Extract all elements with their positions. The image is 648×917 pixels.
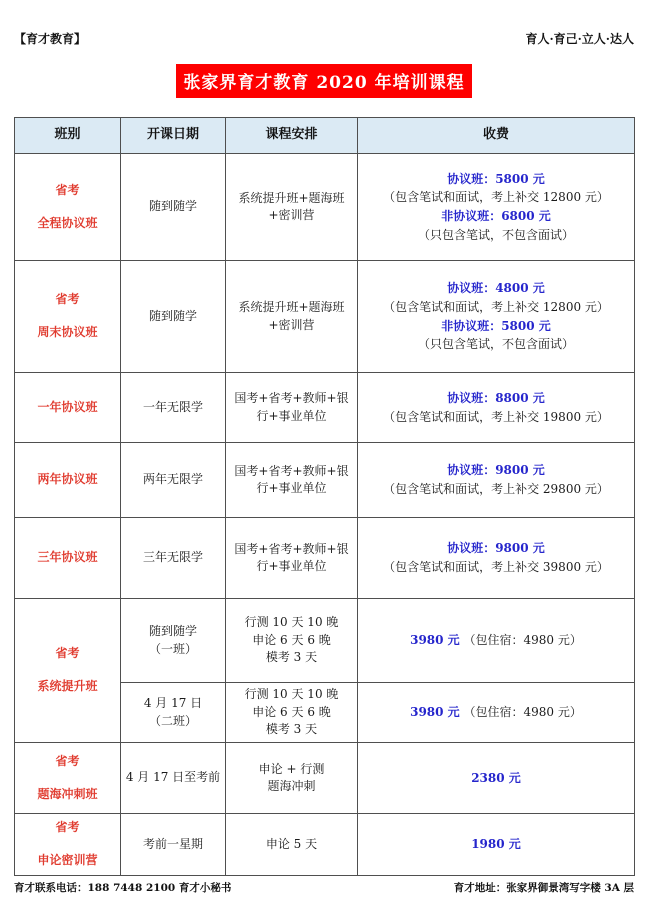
fee-price-line: 2380 元 xyxy=(471,770,521,785)
course-line: 申论 5 天 xyxy=(265,836,318,851)
cell-course xyxy=(226,518,358,599)
cell-date: 随到随学 xyxy=(121,154,226,261)
table-row xyxy=(15,743,635,814)
table-row xyxy=(15,154,635,261)
brand-text: 【育才教育】 xyxy=(14,32,87,46)
class-name-line: 全程协议班 xyxy=(37,215,98,230)
course-line: +密训营 xyxy=(268,317,315,332)
table-row xyxy=(15,443,635,518)
course-line: 国考+省考+教师+银 xyxy=(234,463,349,478)
col-header-course: 课程安排 xyxy=(226,118,358,154)
course-line: 国考+省考+教师+银 xyxy=(234,541,349,556)
cell-date: 随到随学 xyxy=(121,261,226,373)
course-line: 模考 3 天 xyxy=(265,650,318,665)
footer xyxy=(14,880,634,895)
cell-date: 两年无限学 xyxy=(121,443,226,518)
date-line: （二班） xyxy=(148,713,197,728)
class-name-line: 省考 xyxy=(55,753,80,768)
course-line: 申论 6 天 6 晚 xyxy=(252,704,331,719)
table-row xyxy=(15,373,635,443)
fee-note: （包住宿：4980 元） xyxy=(463,632,582,647)
cell-class xyxy=(15,154,121,261)
col-header-class: 班别 xyxy=(15,118,121,154)
fee-note-line: （包含笔试和面试，考上补交 12800 元） xyxy=(383,299,609,314)
cell-date: 4 月 17 日至考前 xyxy=(121,743,226,814)
fee-note-line: （包含笔试和面试，考上补交 19800 元） xyxy=(383,409,609,424)
fee-price-line: 1980 元 xyxy=(471,837,521,852)
fee-price-line: 非协议班：6800 元 xyxy=(441,209,551,223)
footer-contact: 育才联系电话：188 7448 2100 育才小秘书 xyxy=(14,882,232,894)
cell-fee xyxy=(358,743,635,814)
fee-price-line: 非协议班：5800 元 xyxy=(441,318,551,333)
col-header-fee: 收费 xyxy=(358,118,635,154)
date-line: （一班） xyxy=(148,641,197,656)
cell-class xyxy=(15,373,121,443)
cell-date: 三年无限学 xyxy=(121,518,226,599)
course-line: 行+事业单位 xyxy=(256,408,327,423)
class-name-line: 两年协议班 xyxy=(37,472,98,487)
fee-note-line: （只包含笔试，不包含面试） xyxy=(417,227,574,242)
col-header-date: 开课日期 xyxy=(121,118,226,154)
title-row xyxy=(0,64,648,98)
fee-price-line: 协议班：9800 元 xyxy=(447,541,545,556)
cell-course xyxy=(226,261,358,373)
cell-fee xyxy=(358,683,635,743)
course-line: 系统提升班+题海班 xyxy=(238,300,345,315)
footer-address: 育才地址：张家界御景湾写字楼 3A 层 xyxy=(453,882,634,894)
cell-date xyxy=(121,683,226,743)
class-name-line: 题海冲刺班 xyxy=(37,786,98,801)
cell-fee xyxy=(358,373,635,443)
cell-course xyxy=(226,814,358,876)
cell-fee xyxy=(358,518,635,599)
course-line: 题海冲刺 xyxy=(267,779,316,793)
fee-note-line: （包含笔试和面试，考上补交 39800 元） xyxy=(383,560,609,574)
cell-fee xyxy=(358,599,635,683)
fee-price: 3980 元 xyxy=(410,632,460,647)
cell-date: 考前一星期 xyxy=(121,814,226,876)
cell-class xyxy=(15,443,121,518)
fee-price-line: 协议班：9800 元 xyxy=(447,463,545,478)
course-line: 申论 + 行测 xyxy=(258,761,325,776)
fee-note-line: （只包含笔试，不包含面试） xyxy=(417,337,574,352)
cell-fee xyxy=(358,154,635,261)
fee-note: （包住宿：4980 元） xyxy=(463,704,582,719)
class-name-line: 省考 xyxy=(55,292,80,307)
cell-fee xyxy=(358,814,635,876)
class-name-line: 省考 xyxy=(55,182,80,197)
top-bar xyxy=(0,0,648,47)
cell-course xyxy=(226,743,358,814)
cell-course xyxy=(226,443,358,518)
course-line: 模考 3 天 xyxy=(265,722,318,737)
date-line: 随到随学 xyxy=(148,624,197,639)
course-line: 行测 10 天 10 晚 xyxy=(244,615,339,630)
page-title: 张家界育才教育 2020 年培训课程 xyxy=(176,64,471,98)
table-row xyxy=(15,261,635,373)
cell-class xyxy=(15,261,121,373)
course-line: 申论 6 天 6 晚 xyxy=(252,632,331,647)
cell-date: 一年无限学 xyxy=(121,373,226,443)
class-name-line: 三年协议班 xyxy=(37,550,98,565)
cell-course xyxy=(226,373,358,443)
course-line: 国考+省考+教师+银 xyxy=(234,391,349,406)
class-name-line: 省考 xyxy=(55,820,80,835)
class-name-line: 系统提升班 xyxy=(37,679,98,693)
cell-fee xyxy=(358,443,635,518)
cell-course xyxy=(226,683,358,743)
cell-class xyxy=(15,518,121,599)
cell-course xyxy=(226,154,358,261)
cell-class xyxy=(15,743,121,814)
table-row xyxy=(15,599,635,683)
course-line: 系统提升班+题海班 xyxy=(238,190,345,205)
table-row xyxy=(15,814,635,876)
fee-price-line: 协议班：8800 元 xyxy=(447,390,545,405)
course-line: +密训营 xyxy=(268,208,315,222)
course-line: 行测 10 天 10 晚 xyxy=(244,687,339,702)
fee-price-line: 协议班：4800 元 xyxy=(447,281,545,296)
fee-note-line: （包含笔试和面试，考上补交 29800 元） xyxy=(383,482,609,496)
cell-course xyxy=(226,599,358,683)
fee-note-line: （包含笔试和面试，考上补交 12800 元） xyxy=(383,190,609,205)
cell-class xyxy=(15,599,121,743)
class-name-line: 申论密训营 xyxy=(37,853,98,867)
table-header-row xyxy=(15,118,635,154)
fee-price: 3980 元 xyxy=(410,704,460,719)
cell-fee xyxy=(358,261,635,373)
course-table xyxy=(14,117,635,876)
date-line: 4 月 17 日 xyxy=(143,696,203,711)
class-name-line: 周末协议班 xyxy=(37,325,98,339)
class-name-line: 一年协议班 xyxy=(37,399,98,414)
course-line: 行+事业单位 xyxy=(256,481,327,495)
class-name-line: 省考 xyxy=(55,646,80,661)
slogan-text: 育人·育己·立人·达人 xyxy=(525,32,634,46)
cell-class xyxy=(15,814,121,876)
course-line: 行+事业单位 xyxy=(256,559,327,573)
cell-date xyxy=(121,599,226,683)
fee-price-line: 协议班：5800 元 xyxy=(447,171,545,186)
table-row xyxy=(15,518,635,599)
